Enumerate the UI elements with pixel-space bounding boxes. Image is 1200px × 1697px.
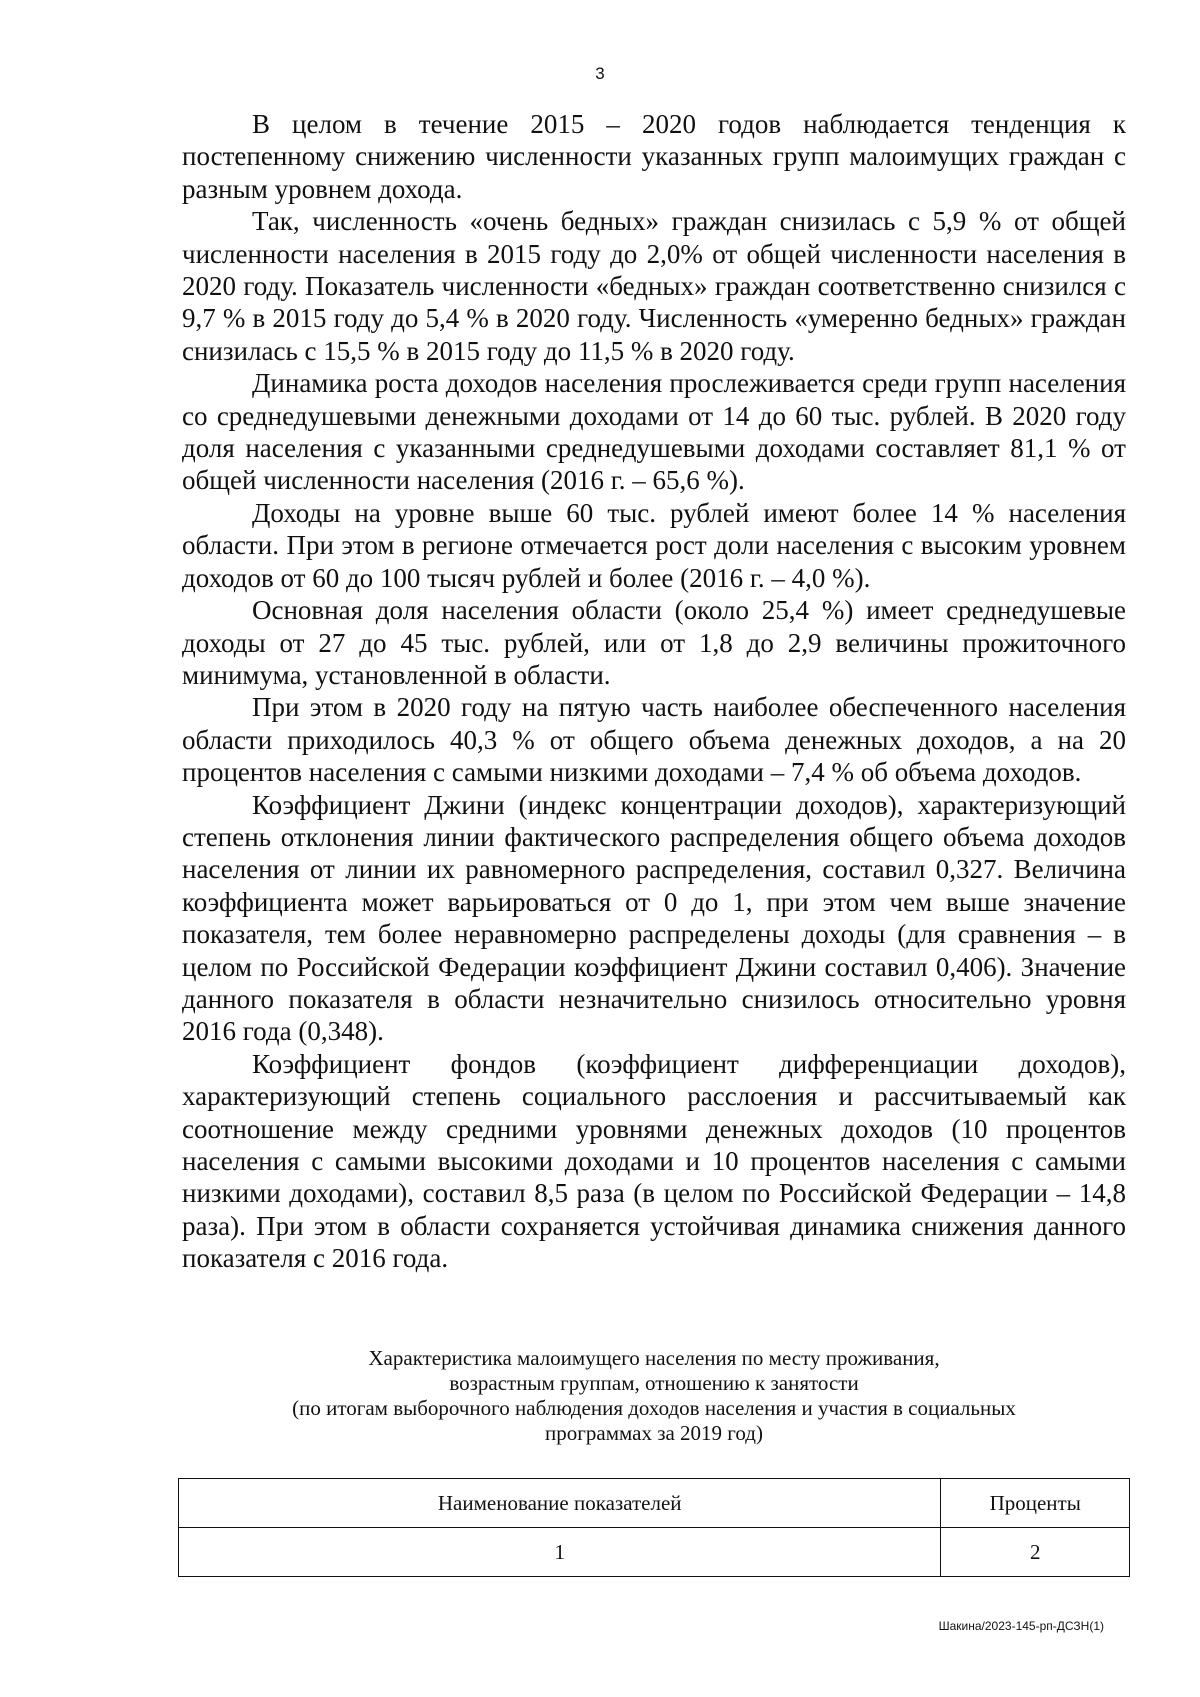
paragraph: Коэффициент Джини (индекс концентрации доходов), характеризующий степень отклонения линии фактического распределения общего объема доходов населения от линии их равномерного распределения, составил 0,327. Величина коэффициента может варьироваться от 0 до 1, при этом чем выше значение показателя, тем более неравномерно распределены доходы (для сравнения – в целом по Российской Федерации коэффициент Джини составил 0,406). Значение данного показателя в области незначительно снизилось относительно уровня 2016 года (0,348). <box>182 789 1126 1047</box>
paragraph: Основная доля населения области (около 25,4 %) имеет среднедушевые доходы от 27 до 45 тыс. рублей, или от 1,8 до 2,9 величины прожиточного минимума, установленной в области. <box>182 595 1126 690</box>
paragraph: Коэффициент фондов (коэффициент дифференциации доходов), характеризующий степень социального расслоения и рассчитываемый как соотношение между средними уровнями денежных доходов (10 процентов населения с самыми высокими доходами и 10 процентов населения с самыми низкими доходами), составил 8,5 раза (в целом по Российской Федерации – 14,8 раза). При этом в области сохраняется устойчивая динамика снижения данного показателя с 2016 года. <box>182 1048 1126 1274</box>
body-text <box>182 108 1126 1275</box>
caption-line: программах за 2019 год) <box>545 1421 763 1445</box>
table-cell: 1 <box>179 1528 941 1577</box>
paragraph: При этом в 2020 году на пятую часть наиболее обеспеченного населения области приходилось 40,3 % от общего объема денежных доходов, а на 20 процентов населения с самыми низкими доходами – 7,4 % об объема доходов. <box>182 692 1126 788</box>
document-footer-reference: Шакина/2023-145-рп-ДСЗН(1) <box>938 1619 1104 1633</box>
caption-line: (по итогам выборочного наблюдения доходов населения и участия в социальных <box>292 1396 1016 1420</box>
table-row <box>179 1528 1130 1577</box>
paragraph: Динамика роста доходов населения прослеживается среди групп населения со среднедушевыми денежными доходами от 14 до 60 тыс. рублей. В 2020 году доля населения с указанными среднедушевыми доходами составляет 81,1 % от общей численности населения (2016 г. – 65,6 %). <box>182 368 1126 496</box>
page-number: 3 <box>595 64 605 83</box>
column-header-percent: Проценты <box>941 1479 1130 1528</box>
table-header-row <box>179 1479 1130 1528</box>
indicators-table <box>178 1478 1130 1577</box>
paragraph: В целом в течение 2015 – 2020 годов наблюдается тенденция к постепенному снижению численности указанных групп малоимущих граждан с разным уровнем дохода. <box>182 109 1126 204</box>
table-caption <box>182 1346 1126 1446</box>
table-cell: 2 <box>941 1528 1130 1577</box>
paragraph: Так, численность «очень бедных» граждан снизилась с 5,9 % от общей численности населения в 2015 году до 2,0% от общей численности населения в 2020 году. Показатель численности «бедных» граждан соответственно снизился с 9,7 % в 2015 году до 5,4 % в 2020 году. Численность «умеренно бедных» граждан снизилась с 15,5 % в 2015 году до 11,5 % в 2020 году. <box>182 206 1126 366</box>
column-header-name: Наименование показателей <box>179 1479 941 1528</box>
paragraph: Доходы на уровне выше 60 тыс. рублей имеют более 14 % населения области. При этом в регионе отмечается рост доли населения с высоким уровнем доходов от 60 до 100 тысяч рублей и более (2016 г. – 4,0 %). <box>182 497 1126 593</box>
caption-line: Характеристика малоимущего населения по месту проживания, <box>368 1346 940 1370</box>
caption-line: возрастным группам, отношению к занятости <box>449 1371 859 1395</box>
